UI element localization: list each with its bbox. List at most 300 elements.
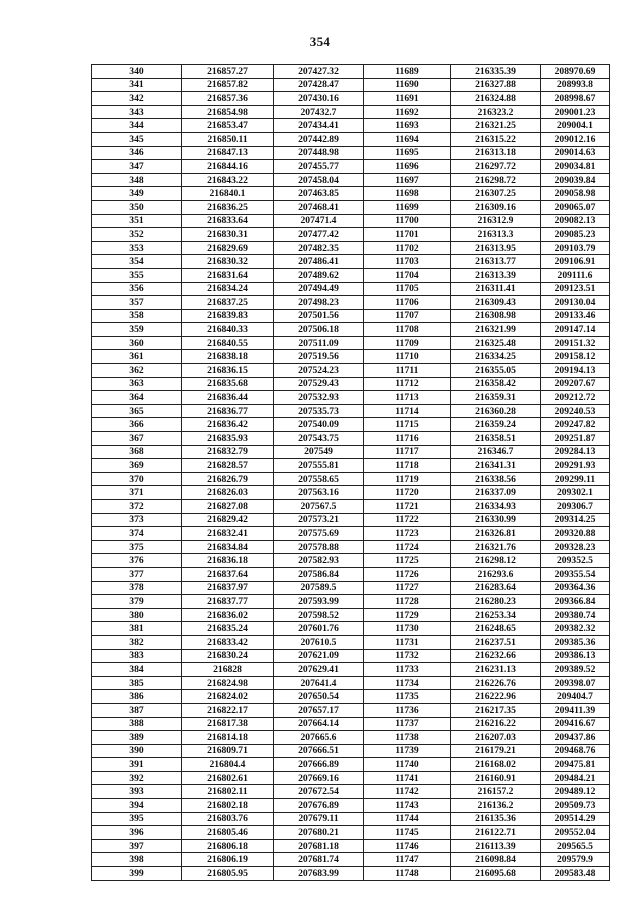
point-number-left-cell: 343 [92,105,182,119]
y-coordinate-left-cell: 207432.7 [274,105,364,119]
y-coordinate-right-cell: 209328.23 [541,540,610,554]
point-number-left-cell: 348 [92,173,182,187]
point-number-left-cell: 394 [92,799,182,813]
x-coordinate-right-cell: 216334.25 [451,350,541,364]
point-number-left-cell: 346 [92,146,182,160]
y-coordinate-right-cell: 208970.69 [541,65,610,79]
table-row [92,826,610,840]
x-coordinate-left-cell: 216826.03 [182,486,274,500]
y-coordinate-left-cell: 207489.62 [274,268,364,282]
y-coordinate-right-cell: 209001.23 [541,105,610,119]
x-coordinate-right-cell: 216113.39 [451,839,541,853]
y-coordinate-right-cell: 208998.67 [541,92,610,106]
x-coordinate-left-cell: 216809.71 [182,744,274,758]
table-row [92,839,610,853]
point-number-right-cell: 11725 [364,554,451,568]
x-coordinate-left-cell: 216840.1 [182,187,274,201]
point-number-right-cell: 11707 [364,309,451,323]
table-row [92,105,610,119]
x-coordinate-left-cell: 216802.61 [182,771,274,785]
y-coordinate-left-cell: 207477.42 [274,228,364,242]
table-row [92,867,610,881]
y-coordinate-right-cell: 209398.07 [541,676,610,690]
y-coordinate-right-cell: 209039.84 [541,173,610,187]
point-number-right-cell: 11723 [364,527,451,541]
x-coordinate-right-cell: 216307.25 [451,187,541,201]
point-number-right-cell: 11719 [364,472,451,486]
point-number-left-cell: 345 [92,132,182,146]
x-coordinate-left-cell: 216844.16 [182,160,274,174]
point-number-right-cell: 11713 [364,391,451,405]
x-coordinate-left-cell: 216802.18 [182,799,274,813]
x-coordinate-right-cell: 216237.51 [451,635,541,649]
table-row [92,391,610,405]
point-number-left-cell: 377 [92,567,182,581]
table-row [92,771,610,785]
x-coordinate-left-cell: 216802.11 [182,785,274,799]
y-coordinate-right-cell: 209133.46 [541,309,610,323]
point-number-right-cell: 11737 [364,717,451,731]
y-coordinate-left-cell: 207524.23 [274,364,364,378]
table-row [92,336,610,350]
y-coordinate-left-cell: 207535.73 [274,404,364,418]
y-coordinate-left-cell: 207540.09 [274,418,364,432]
table-row [92,608,610,622]
y-coordinate-right-cell: 209207.67 [541,377,610,391]
table-row [92,241,610,255]
point-number-left-cell: 379 [92,595,182,609]
point-number-right-cell: 11695 [364,146,451,160]
x-coordinate-right-cell: 216308.98 [451,309,541,323]
y-coordinate-right-cell: 209380.74 [541,608,610,622]
point-number-right-cell: 11717 [364,445,451,459]
x-coordinate-right-cell: 216136.2 [451,799,541,813]
point-number-left-cell: 372 [92,500,182,514]
table-row [92,527,610,541]
table-row [92,459,610,473]
point-number-left-cell: 370 [92,472,182,486]
point-number-right-cell: 11721 [364,500,451,514]
point-number-left-cell: 361 [92,350,182,364]
table-row [92,187,610,201]
y-coordinate-left-cell: 207543.75 [274,432,364,446]
x-coordinate-left-cell: 216830.32 [182,255,274,269]
y-coordinate-left-cell: 207641.4 [274,676,364,690]
x-coordinate-left-cell: 216830.24 [182,649,274,663]
point-number-right-cell: 11708 [364,323,451,337]
y-coordinate-left-cell: 207455.77 [274,160,364,174]
y-coordinate-right-cell: 209299.11 [541,472,610,486]
point-number-left-cell: 364 [92,391,182,405]
table-row [92,649,610,663]
point-number-left-cell: 386 [92,690,182,704]
table-row [92,812,610,826]
point-number-left-cell: 369 [92,459,182,473]
x-coordinate-right-cell: 216313.77 [451,255,541,269]
point-number-right-cell: 11703 [364,255,451,269]
y-coordinate-right-cell: 209385.36 [541,635,610,649]
point-number-left-cell: 358 [92,309,182,323]
y-coordinate-left-cell: 207593.99 [274,595,364,609]
y-coordinate-left-cell: 207494.49 [274,282,364,296]
y-coordinate-right-cell: 209514.29 [541,812,610,826]
table-row [92,323,610,337]
x-coordinate-left-cell: 216828 [182,663,274,677]
table-row [92,309,610,323]
y-coordinate-right-cell: 209194.13 [541,364,610,378]
point-number-right-cell: 11743 [364,799,451,813]
point-number-right-cell: 11706 [364,296,451,310]
point-number-right-cell: 11728 [364,595,451,609]
x-coordinate-right-cell: 216313.18 [451,146,541,160]
point-number-right-cell: 11741 [364,771,451,785]
point-number-left-cell: 359 [92,323,182,337]
y-coordinate-right-cell: 209004.1 [541,119,610,133]
x-coordinate-left-cell: 216837.64 [182,567,274,581]
y-coordinate-left-cell: 207486.41 [274,255,364,269]
table-row [92,472,610,486]
x-coordinate-right-cell: 216326.81 [451,527,541,541]
point-number-left-cell: 396 [92,826,182,840]
x-coordinate-right-cell: 216207.03 [451,731,541,745]
y-coordinate-right-cell: 209489.12 [541,785,610,799]
x-coordinate-right-cell: 216231.13 [451,663,541,677]
point-number-right-cell: 11705 [364,282,451,296]
table-row [92,92,610,106]
y-coordinate-right-cell: 209106.91 [541,255,610,269]
point-number-left-cell: 351 [92,214,182,228]
point-number-right-cell: 11691 [364,92,451,106]
table-row [92,731,610,745]
table-row [92,146,610,160]
table-row [92,119,610,133]
y-coordinate-right-cell: 209034.81 [541,160,610,174]
y-coordinate-left-cell: 207555.81 [274,459,364,473]
x-coordinate-right-cell: 216226.76 [451,676,541,690]
table-row [92,132,610,146]
point-number-right-cell: 11696 [364,160,451,174]
y-coordinate-right-cell: 209012.16 [541,132,610,146]
y-coordinate-left-cell: 207532.93 [274,391,364,405]
point-number-right-cell: 11701 [364,228,451,242]
x-coordinate-right-cell: 216309.43 [451,296,541,310]
table-row [92,595,610,609]
point-number-left-cell: 397 [92,839,182,853]
table-row [92,799,610,813]
point-number-right-cell: 11699 [364,200,451,214]
x-coordinate-right-cell: 216341.31 [451,459,541,473]
y-coordinate-right-cell: 208993.8 [541,78,610,92]
point-number-left-cell: 365 [92,404,182,418]
x-coordinate-left-cell: 216817.38 [182,717,274,731]
table-row [92,214,610,228]
x-coordinate-left-cell: 216805.95 [182,867,274,881]
page-number: 354 [309,34,331,49]
x-coordinate-right-cell: 216355.05 [451,364,541,378]
x-coordinate-left-cell: 216853.47 [182,119,274,133]
point-number-right-cell: 11715 [364,418,451,432]
point-number-left-cell: 395 [92,812,182,826]
y-coordinate-left-cell: 207430.16 [274,92,364,106]
point-number-left-cell: 399 [92,867,182,881]
y-coordinate-left-cell: 207498.23 [274,296,364,310]
table-row [92,173,610,187]
y-coordinate-left-cell: 207482.35 [274,241,364,255]
y-coordinate-left-cell: 207448.98 [274,146,364,160]
table-row [92,377,610,391]
x-coordinate-right-cell: 216098.84 [451,853,541,867]
x-coordinate-right-cell: 216312.9 [451,214,541,228]
x-coordinate-left-cell: 216832.41 [182,527,274,541]
x-coordinate-left-cell: 216857.82 [182,78,274,92]
x-coordinate-right-cell: 216335.39 [451,65,541,79]
table-row [92,65,610,79]
point-number-right-cell: 11716 [364,432,451,446]
y-coordinate-right-cell: 209468.76 [541,744,610,758]
point-number-left-cell: 380 [92,608,182,622]
point-number-left-cell: 388 [92,717,182,731]
point-number-left-cell: 390 [92,744,182,758]
point-number-right-cell: 11747 [364,853,451,867]
y-coordinate-left-cell: 207629.41 [274,663,364,677]
y-coordinate-left-cell: 207589.5 [274,581,364,595]
x-coordinate-right-cell: 216311.41 [451,282,541,296]
y-coordinate-right-cell: 209065.07 [541,200,610,214]
y-coordinate-right-cell: 209284.13 [541,445,610,459]
table-row [92,717,610,731]
y-coordinate-left-cell: 207506.18 [274,323,364,337]
x-coordinate-right-cell: 216232.66 [451,649,541,663]
x-coordinate-left-cell: 216839.83 [182,309,274,323]
y-coordinate-left-cell: 207519.56 [274,350,364,364]
y-coordinate-right-cell: 209014.63 [541,146,610,160]
point-number-left-cell: 378 [92,581,182,595]
table-row [92,445,610,459]
y-coordinate-left-cell: 207575.69 [274,527,364,541]
x-coordinate-left-cell: 216834.84 [182,540,274,554]
point-number-left-cell: 363 [92,377,182,391]
x-coordinate-left-cell: 216836.18 [182,554,274,568]
point-number-right-cell: 11726 [364,567,451,581]
point-number-right-cell: 11694 [364,132,451,146]
table-row [92,418,610,432]
x-coordinate-right-cell: 216168.02 [451,758,541,772]
x-coordinate-right-cell: 216095.68 [451,867,541,881]
y-coordinate-right-cell: 209058.98 [541,187,610,201]
y-coordinate-right-cell: 209291.93 [541,459,610,473]
point-number-right-cell: 11722 [364,513,451,527]
table-row [92,432,610,446]
y-coordinate-right-cell: 209565.5 [541,839,610,853]
x-coordinate-right-cell: 216179.21 [451,744,541,758]
y-coordinate-right-cell: 209240.53 [541,404,610,418]
y-coordinate-right-cell: 209085.23 [541,228,610,242]
y-coordinate-left-cell: 207601.76 [274,622,364,636]
point-number-right-cell: 11714 [364,404,451,418]
y-coordinate-right-cell: 209130.04 [541,296,610,310]
y-coordinate-left-cell: 207501.56 [274,309,364,323]
x-coordinate-right-cell: 216324.88 [451,92,541,106]
table-row [92,622,610,636]
point-number-left-cell: 384 [92,663,182,677]
y-coordinate-left-cell: 207681.18 [274,839,364,853]
point-number-right-cell: 11742 [364,785,451,799]
point-number-left-cell: 383 [92,649,182,663]
y-coordinate-left-cell: 207458.04 [274,173,364,187]
x-coordinate-right-cell: 216359.31 [451,391,541,405]
x-coordinate-left-cell: 216804.4 [182,758,274,772]
x-coordinate-left-cell: 216836.77 [182,404,274,418]
point-number-left-cell: 362 [92,364,182,378]
point-number-left-cell: 371 [92,486,182,500]
y-coordinate-right-cell: 209247.82 [541,418,610,432]
x-coordinate-left-cell: 216850.11 [182,132,274,146]
x-coordinate-left-cell: 216834.24 [182,282,274,296]
table-row [92,690,610,704]
y-coordinate-left-cell: 207578.88 [274,540,364,554]
y-coordinate-left-cell: 207664.14 [274,717,364,731]
point-number-right-cell: 11729 [364,608,451,622]
y-coordinate-right-cell: 209552.04 [541,826,610,840]
point-number-right-cell: 11693 [364,119,451,133]
x-coordinate-right-cell: 216360.28 [451,404,541,418]
y-coordinate-left-cell: 207598.52 [274,608,364,622]
x-coordinate-left-cell: 216840.55 [182,336,274,350]
point-number-left-cell: 382 [92,635,182,649]
point-number-left-cell: 354 [92,255,182,269]
table-row [92,404,610,418]
point-number-left-cell: 347 [92,160,182,174]
y-coordinate-left-cell: 207529.43 [274,377,364,391]
y-coordinate-left-cell: 207665.6 [274,731,364,745]
table-row [92,350,610,364]
point-number-right-cell: 11731 [364,635,451,649]
y-coordinate-left-cell: 207549 [274,445,364,459]
x-coordinate-left-cell: 216837.97 [182,581,274,595]
x-coordinate-right-cell: 216309.16 [451,200,541,214]
point-number-left-cell: 355 [92,268,182,282]
y-coordinate-left-cell: 207657.17 [274,703,364,717]
y-coordinate-right-cell: 209355.54 [541,567,610,581]
x-coordinate-right-cell: 216216.22 [451,717,541,731]
x-coordinate-left-cell: 216836.44 [182,391,274,405]
y-coordinate-left-cell: 207666.89 [274,758,364,772]
x-coordinate-right-cell: 216321.99 [451,323,541,337]
y-coordinate-left-cell: 207468.41 [274,200,364,214]
x-coordinate-left-cell: 216857.36 [182,92,274,106]
y-coordinate-right-cell: 209579.9 [541,853,610,867]
x-coordinate-right-cell: 216293.6 [451,567,541,581]
y-coordinate-left-cell: 207428.47 [274,78,364,92]
x-coordinate-right-cell: 216325.48 [451,336,541,350]
table-row [92,513,610,527]
point-number-right-cell: 11700 [364,214,451,228]
y-coordinate-right-cell: 209123.51 [541,282,610,296]
x-coordinate-right-cell: 216283.64 [451,581,541,595]
y-coordinate-left-cell: 207621.09 [274,649,364,663]
point-number-right-cell: 11748 [364,867,451,881]
point-number-right-cell: 11692 [364,105,451,119]
y-coordinate-left-cell: 207676.89 [274,799,364,813]
y-coordinate-left-cell: 207558.65 [274,472,364,486]
y-coordinate-right-cell: 209103.79 [541,241,610,255]
y-coordinate-right-cell: 209366.84 [541,595,610,609]
point-number-right-cell: 11724 [364,540,451,554]
y-coordinate-left-cell: 207669.16 [274,771,364,785]
x-coordinate-left-cell: 216836.02 [182,608,274,622]
point-number-left-cell: 350 [92,200,182,214]
table-row [92,268,610,282]
y-coordinate-right-cell: 209416.67 [541,717,610,731]
y-coordinate-right-cell: 209251.87 [541,432,610,446]
y-coordinate-right-cell: 209382.32 [541,622,610,636]
x-coordinate-right-cell: 216358.42 [451,377,541,391]
table-row [92,567,610,581]
y-coordinate-right-cell: 209302.1 [541,486,610,500]
point-number-right-cell: 11712 [364,377,451,391]
point-number-left-cell: 398 [92,853,182,867]
point-number-right-cell: 11690 [364,78,451,92]
y-coordinate-left-cell: 207471.4 [274,214,364,228]
y-coordinate-left-cell: 207679.11 [274,812,364,826]
point-number-left-cell: 340 [92,65,182,79]
y-coordinate-right-cell: 209082.13 [541,214,610,228]
point-number-left-cell: 344 [92,119,182,133]
x-coordinate-left-cell: 216829.69 [182,241,274,255]
point-number-left-cell: 381 [92,622,182,636]
point-number-left-cell: 342 [92,92,182,106]
table-row [92,581,610,595]
point-number-right-cell: 11733 [364,663,451,677]
point-number-left-cell: 387 [92,703,182,717]
point-number-right-cell: 11740 [364,758,451,772]
point-number-left-cell: 375 [92,540,182,554]
x-coordinate-left-cell: 216838.18 [182,350,274,364]
x-coordinate-right-cell: 216346.7 [451,445,541,459]
y-coordinate-left-cell: 207610.5 [274,635,364,649]
y-coordinate-left-cell: 207586.84 [274,567,364,581]
y-coordinate-right-cell: 209158.12 [541,350,610,364]
x-coordinate-left-cell: 216836.42 [182,418,274,432]
point-number-right-cell: 11711 [364,364,451,378]
x-coordinate-right-cell: 216334.93 [451,500,541,514]
point-number-right-cell: 11744 [364,812,451,826]
x-coordinate-left-cell: 216826.79 [182,472,274,486]
table-row [92,540,610,554]
y-coordinate-left-cell: 207672.54 [274,785,364,799]
y-coordinate-left-cell: 207567.5 [274,500,364,514]
x-coordinate-right-cell: 216135.36 [451,812,541,826]
x-coordinate-left-cell: 216831.64 [182,268,274,282]
y-coordinate-right-cell: 209314.25 [541,513,610,527]
x-coordinate-left-cell: 216843.22 [182,173,274,187]
y-coordinate-left-cell: 207666.51 [274,744,364,758]
y-coordinate-right-cell: 209147.14 [541,323,610,337]
point-number-right-cell: 11718 [364,459,451,473]
x-coordinate-left-cell: 216847.13 [182,146,274,160]
y-coordinate-left-cell: 207463.85 [274,187,364,201]
x-coordinate-left-cell: 216835.24 [182,622,274,636]
x-coordinate-left-cell: 216835.68 [182,377,274,391]
point-number-left-cell: 391 [92,758,182,772]
table-row [92,78,610,92]
y-coordinate-left-cell: 207680.21 [274,826,364,840]
point-number-right-cell: 11730 [364,622,451,636]
x-coordinate-right-cell: 216359.24 [451,418,541,432]
y-coordinate-left-cell: 207650.54 [274,690,364,704]
y-coordinate-left-cell: 207434.41 [274,119,364,133]
point-number-right-cell: 11698 [364,187,451,201]
